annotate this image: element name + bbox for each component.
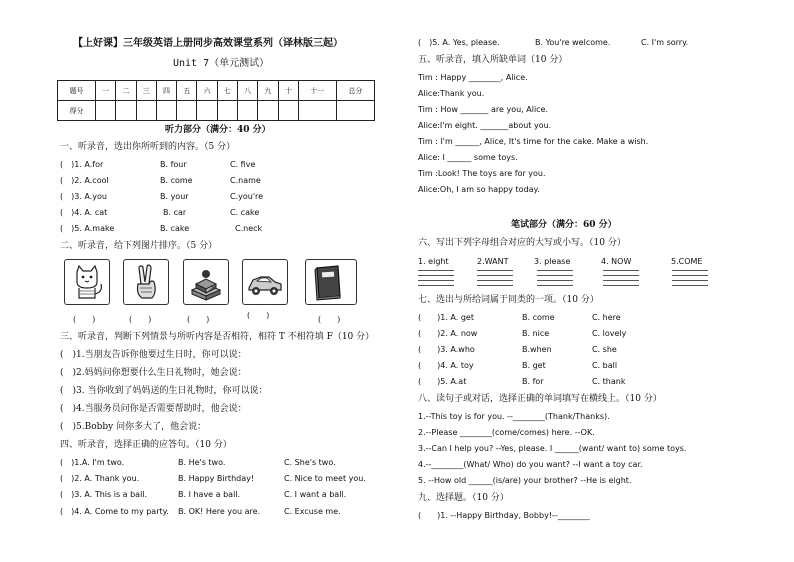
question-text: ( )3. A.who: [418, 345, 475, 354]
section-7-title: 七、选出与所给词属于同类的一项。（10 分）: [418, 295, 599, 305]
listening-part-title: 听力部分（满分：40 分）: [165, 125, 271, 135]
question-text: ( )4. A. Come to my party.: [60, 507, 169, 516]
writing-lines[interactable]: [418, 270, 454, 290]
question-text: ( )1. A.for: [60, 160, 104, 169]
score-cell: 九: [258, 81, 278, 101]
option-c: C. thank: [592, 377, 626, 386]
picture-car: [242, 259, 288, 305]
sentence-line: 3.--Can I help you? --Yes, please. I ______(want/ want to) some toys.: [418, 444, 687, 453]
dialogue-line: Alice:I'm eight. _______about you.: [418, 121, 552, 130]
dialogue-line: Alice:Thank you.: [418, 89, 485, 98]
question-text: ( )4. A. cat: [60, 208, 108, 217]
section-5-title: 五、听录音，填入所缺单词（10 分）: [418, 55, 568, 65]
picture-book: [305, 259, 357, 305]
question-text: ( )2. A. now: [418, 329, 478, 338]
answer-paren[interactable]: ( ): [187, 315, 210, 324]
option-c: C. Nice to meet you.: [284, 474, 366, 483]
option-b: B. for: [522, 377, 544, 386]
question-text: ( )5. A.make: [60, 224, 115, 233]
score-input-cell[interactable]: [298, 101, 336, 121]
question-text: ( )5. A.at: [418, 377, 467, 386]
writing-lines[interactable]: [672, 270, 708, 290]
option-b: B. Happy Birthday!: [178, 474, 255, 483]
option-b: B. come: [522, 313, 555, 322]
option-b: B. get: [522, 361, 546, 370]
score-input-cell[interactable]: [156, 101, 176, 121]
dialogue-line: Tim :Look! The toys are for you.: [418, 169, 546, 178]
option-c: C. She's two.: [284, 458, 336, 467]
unit-title: Unit 7（单元测试）: [173, 58, 270, 69]
section-6-title: 六、写出下列字母组合对应的大写或小写。（10 分）: [418, 238, 626, 248]
section-3-title: 三、听录音，判断下列情景与所听内容是否相符，相符 T 不相符填 F（10 分）: [60, 332, 375, 342]
option-c: C. I want a ball.: [284, 490, 347, 499]
picture-cake: [183, 259, 229, 305]
option-b: B. He's two.: [178, 458, 226, 467]
word-item: 5.COME: [671, 257, 703, 266]
question-text: ( )1. A. get: [418, 313, 474, 322]
score-table-score-row: [58, 101, 375, 121]
option-c: C.name: [230, 176, 261, 185]
answer-paren[interactable]: ( ): [129, 315, 152, 324]
dialogue-line: Tim : I'm ______, Alice, It's time for the cake. Make a wish.: [418, 137, 649, 146]
option-b: B. your: [160, 192, 189, 201]
question-text: ( )2. A. Thank you.: [60, 474, 140, 483]
score-cell: 八: [238, 81, 258, 101]
picture-hand: [123, 259, 169, 305]
written-part-title: 笔试部分（满分：60 分）: [511, 220, 617, 230]
option-b: B. You're welcome.: [535, 38, 611, 47]
word-item: 2.WANT: [477, 257, 509, 266]
score-input-cell[interactable]: [336, 101, 374, 121]
question-text: ( )4. A. toy: [418, 361, 474, 370]
score-cell: 三: [136, 81, 156, 101]
question-text: ( )4.当服务员问你是否需要帮助时，他会说：: [60, 404, 247, 414]
word-item: 3. please: [534, 257, 571, 266]
option-c: C. five: [230, 160, 256, 169]
option-c: C. cake: [230, 208, 260, 217]
question-text: ( )3. A.you: [60, 192, 107, 201]
section-9-title: 九、选择题。（10 分）: [418, 493, 509, 503]
score-cell: 七: [217, 81, 237, 101]
word-item: 1. eight: [418, 257, 449, 266]
score-cell: 六: [197, 81, 217, 101]
dialogue-line: Tim : How _______ are you, Alice.: [418, 105, 549, 114]
word-item: 4. NOW: [601, 257, 632, 266]
question-text: ( )1.A. I'm two.: [60, 458, 125, 467]
picture-cat: [64, 259, 110, 305]
score-input-cell[interactable]: [278, 101, 298, 121]
question-text: ( )5.Bobby 问你多大了，他会说：: [60, 422, 207, 432]
question-text: ( )3. 当你收到了妈妈送的生日礼物时，你可以说：: [60, 386, 268, 396]
answer-paren[interactable]: ( ): [73, 315, 96, 324]
score-cell: 十一: [298, 81, 336, 101]
score-table-header-row: [58, 81, 375, 101]
option-c: C. lovely: [592, 329, 627, 338]
question-text: ( )1. --Happy Birthday, Bobby!--________: [418, 511, 590, 520]
option-b: B. OK! Here you are.: [178, 507, 261, 516]
sentence-line: 2.--Please ________(come/comes) here. --OK.: [418, 428, 595, 437]
answer-paren[interactable]: ( ): [318, 315, 341, 324]
option-b: B. cake: [160, 224, 190, 233]
dialogue-line: Tim : Happy ________, Alice.: [418, 73, 528, 82]
cake-icon: [184, 260, 228, 304]
writing-lines[interactable]: [537, 270, 573, 290]
score-input-cell[interactable]: [116, 101, 136, 121]
book-icon: [306, 260, 350, 304]
option-b: B. I have a ball.: [178, 490, 241, 499]
option-b: B. nice: [522, 329, 550, 338]
score-cell: 十: [278, 81, 298, 101]
writing-lines[interactable]: [603, 270, 639, 290]
score-cell: 一: [96, 81, 116, 101]
sentence-line: 1.--This toy is for you. --________(Thank/Thanks).: [418, 412, 610, 421]
option-c: C. I'm sorry.: [641, 38, 689, 47]
option-c: C.you're: [230, 192, 264, 201]
score-cell: 题号: [58, 81, 96, 101]
option-b: B.when: [522, 345, 552, 354]
score-cell: 总分: [336, 81, 374, 101]
score-input-cell[interactable]: [136, 101, 156, 121]
score-cell: 五: [177, 81, 197, 101]
option-b: B. car: [163, 208, 187, 217]
option-c: C.neck: [235, 224, 263, 233]
score-input-cell[interactable]: [96, 101, 116, 121]
writing-lines[interactable]: [477, 270, 513, 290]
score-input-cell[interactable]: [238, 101, 258, 121]
score-input-cell[interactable]: [258, 101, 278, 121]
option-b: B. four: [160, 160, 187, 169]
toy-car-icon: [243, 260, 287, 304]
dialogue-line: Alice:Oh, I am so happy today.: [418, 185, 540, 194]
section-1-title: 一、听录音，选出你所听到的内容。（5 分）: [60, 142, 236, 152]
option-c: C. she: [592, 345, 617, 354]
sentence-line: 5. --How old ______(is/are) your brother? --He is eight.: [418, 476, 632, 485]
option-b: B. come: [160, 176, 193, 185]
hand-gesture-icon: [124, 260, 168, 304]
dialogue-line: Alice: I ______ some toys.: [418, 153, 518, 162]
question-text: ( )2. A.cool: [60, 176, 109, 185]
question-text: ( )2.妈妈问你想要什么生日礼物时，她会说：: [60, 368, 247, 378]
score-cell: 四: [156, 81, 176, 101]
option-c: C. ball: [592, 361, 618, 370]
score-table: [57, 80, 375, 121]
sentence-line: 4.--________(What/ Who) do you want? --I want a toy car.: [418, 460, 643, 469]
score-input-cell[interactable]: [217, 101, 237, 121]
document-title: 【上好课】三年级英语上册同步高效课堂系列（译林版三起）: [73, 38, 343, 49]
section-4-title: 四、听录音，选择正确的应答句。（10 分）: [60, 440, 232, 450]
section-8-title: 八、读句子或对话，选择正确的单词填写在横线上。（10 分）: [418, 394, 662, 404]
score-cell: 得分: [58, 101, 96, 121]
question-text: ( )1.当朋友告诉你他要过生日时，你可以说：: [60, 350, 247, 360]
question-text: ( )5. A. Yes, please.: [418, 38, 500, 47]
cat-icon: [65, 260, 109, 304]
score-cell: 二: [116, 81, 136, 101]
question-text: ( )3. A. This is a ball.: [60, 490, 148, 499]
score-input-cell[interactable]: [197, 101, 217, 121]
option-c: C. here: [592, 313, 621, 322]
score-input-cell[interactable]: [177, 101, 197, 121]
section-2-title: 二、听录音，给下列图片排序。（5 分）: [60, 241, 218, 251]
option-c: C. Excuse me.: [284, 507, 341, 516]
answer-paren[interactable]: ( ): [247, 311, 270, 320]
